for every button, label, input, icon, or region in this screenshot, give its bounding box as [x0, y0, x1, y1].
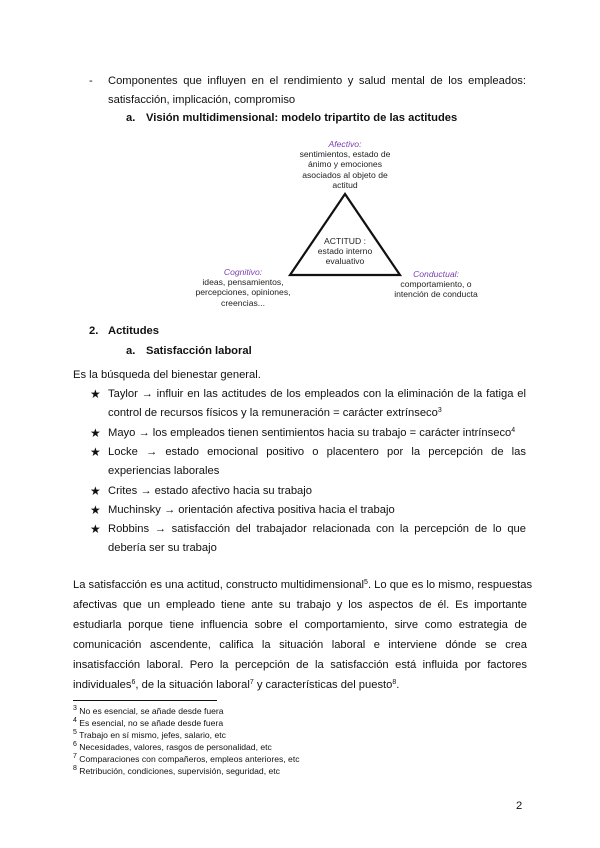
behavioral-line: comportamiento, o: [400, 279, 472, 290]
paragraph-line: individuales$^6$, de la situación laboral$^7$ y características del puesto$^8$.: [73, 679, 400, 691]
footnote: $^8$ Retribución, condiciones, supervisión, seguridad, etc: [73, 765, 280, 776]
affective-title: Afectivo:: [328, 139, 362, 149]
bullet-line: experiencias laborales: [108, 465, 220, 477]
star-bullet-icon: ★: [90, 503, 101, 517]
bullet-line: Mayo → los empleados tienen sentimientos hacia su trabajo = carácter intrínseco$^4$: [108, 427, 516, 439]
bullet-line: Muchinsky → orientación afectiva positiva hacia el trabajo: [108, 504, 395, 516]
attitude-center-line: estado interno: [317, 246, 373, 257]
components-line-1: Componentes que influyen en el rendimiento y salud mental de los empleados:: [108, 75, 526, 87]
bullet-line: Crites → estado afectivo hacia su trabajo: [108, 485, 312, 497]
footnote: $^3$ No es esencial, se añade desde fuera: [73, 705, 224, 716]
intro-text: Es la búsqueda del bienestar general.: [73, 369, 261, 381]
cognitive-line: percepciones, opiniones,: [195, 287, 291, 298]
page-number: 2: [516, 800, 523, 812]
star-bullet-icon: ★: [90, 445, 101, 459]
bullet-line: Robbins → satisfacción del trabajador relacionada con la percepción de lo que: [108, 523, 526, 535]
bullet-line: control de recursos físicos y la remuneración = carácter extrínseco$^3$: [108, 407, 442, 419]
attitude-center-block: [296, 236, 394, 267]
cognitive-block: [188, 267, 298, 308]
subheading-tripartite-model: Visión multidimensional: modelo tripartito de las actitudes: [146, 112, 458, 124]
footnote-separator: [73, 700, 217, 701]
footnote: $^6$ Necesidades, valores, rasgos de personalidad, etc: [73, 741, 272, 752]
subheading-letter: a.: [126, 345, 136, 357]
behavioral-title: Conductual:: [413, 269, 459, 279]
behavioral-block: [384, 269, 488, 300]
footnote: $^4$ Es esencial, no se añade desde fuera: [73, 717, 224, 728]
cognitive-line: ideas, pensamientos,: [202, 277, 284, 288]
star-bullet-icon: ★: [90, 426, 101, 440]
footnote-ref: 7: [249, 679, 254, 686]
paragraph-line: afectivas que un empleado tiene ante su trabajo y los aspectos de él. Es importante: [73, 599, 527, 611]
subheading-letter: a.: [126, 112, 136, 124]
footnote: $^5$ Trabajo en sí mismo, jefes, salario, etc: [73, 729, 226, 740]
bullet-line: Locke → estado emocional positivo o placentero por la percepción de las: [108, 446, 526, 458]
cognitive-line: creencias...: [221, 297, 265, 308]
attitude-center-line: ACTITUD :: [323, 236, 366, 246]
affective-line: actitud: [332, 179, 358, 190]
section-number: 2.: [89, 325, 99, 337]
section-title-actitudes: Actitudes: [108, 325, 159, 337]
paragraph-line: La satisfacción es una actitud, constructo multidimensional$^5$. Lo que es lo mismo, respuestas: [73, 579, 533, 591]
star-bullet-icon: ★: [90, 522, 101, 536]
footnote-ref: 8: [392, 679, 397, 686]
affective-line: sentimientos, estado de: [299, 149, 391, 160]
cognitive-title: Cognitivo:: [223, 267, 263, 277]
bullet-line: Taylor → influir en las actitudes de los empleados con la eliminación de la fatiga el: [108, 388, 526, 400]
footnote-ref: 3: [437, 407, 442, 414]
footnote: $^7$ Comparaciones con compañeros, empleos anteriores, etc: [73, 753, 300, 764]
footnote-ref: 5: [364, 579, 368, 586]
affective-line: asociados al objeto de: [302, 169, 388, 180]
paragraph-line: insatisfacción laboral. Pero la percepción de la satisfacción está influida por factores: [73, 659, 527, 671]
subheading-satisfaccion-laboral: Satisfacción laboral: [146, 345, 252, 357]
paragraph-line: estudiarla porque tiene influencia sobre el comportamiento, sirve como estrategia de: [73, 619, 527, 631]
footnote-ref: 4: [511, 427, 516, 434]
list-dash: -: [89, 75, 93, 87]
components-line-2: satisfacción, implicación, compromiso: [108, 94, 296, 106]
star-bullet-icon: ★: [90, 387, 101, 401]
star-bullet-icon: ★: [90, 484, 101, 498]
behavioral-line: intención de conducta: [394, 289, 478, 300]
paragraph-line: comunicación ascendente, califica la situación laboral e interviene dónde se crea: [73, 639, 527, 651]
footnote-ref: 6: [131, 679, 136, 686]
affective-block: [281, 139, 409, 190]
bullet-line: debería ser su trabajo: [108, 542, 217, 554]
attitude-center-line: evaluativo: [325, 256, 365, 267]
affective-line: ánimo y emociones: [307, 159, 383, 170]
